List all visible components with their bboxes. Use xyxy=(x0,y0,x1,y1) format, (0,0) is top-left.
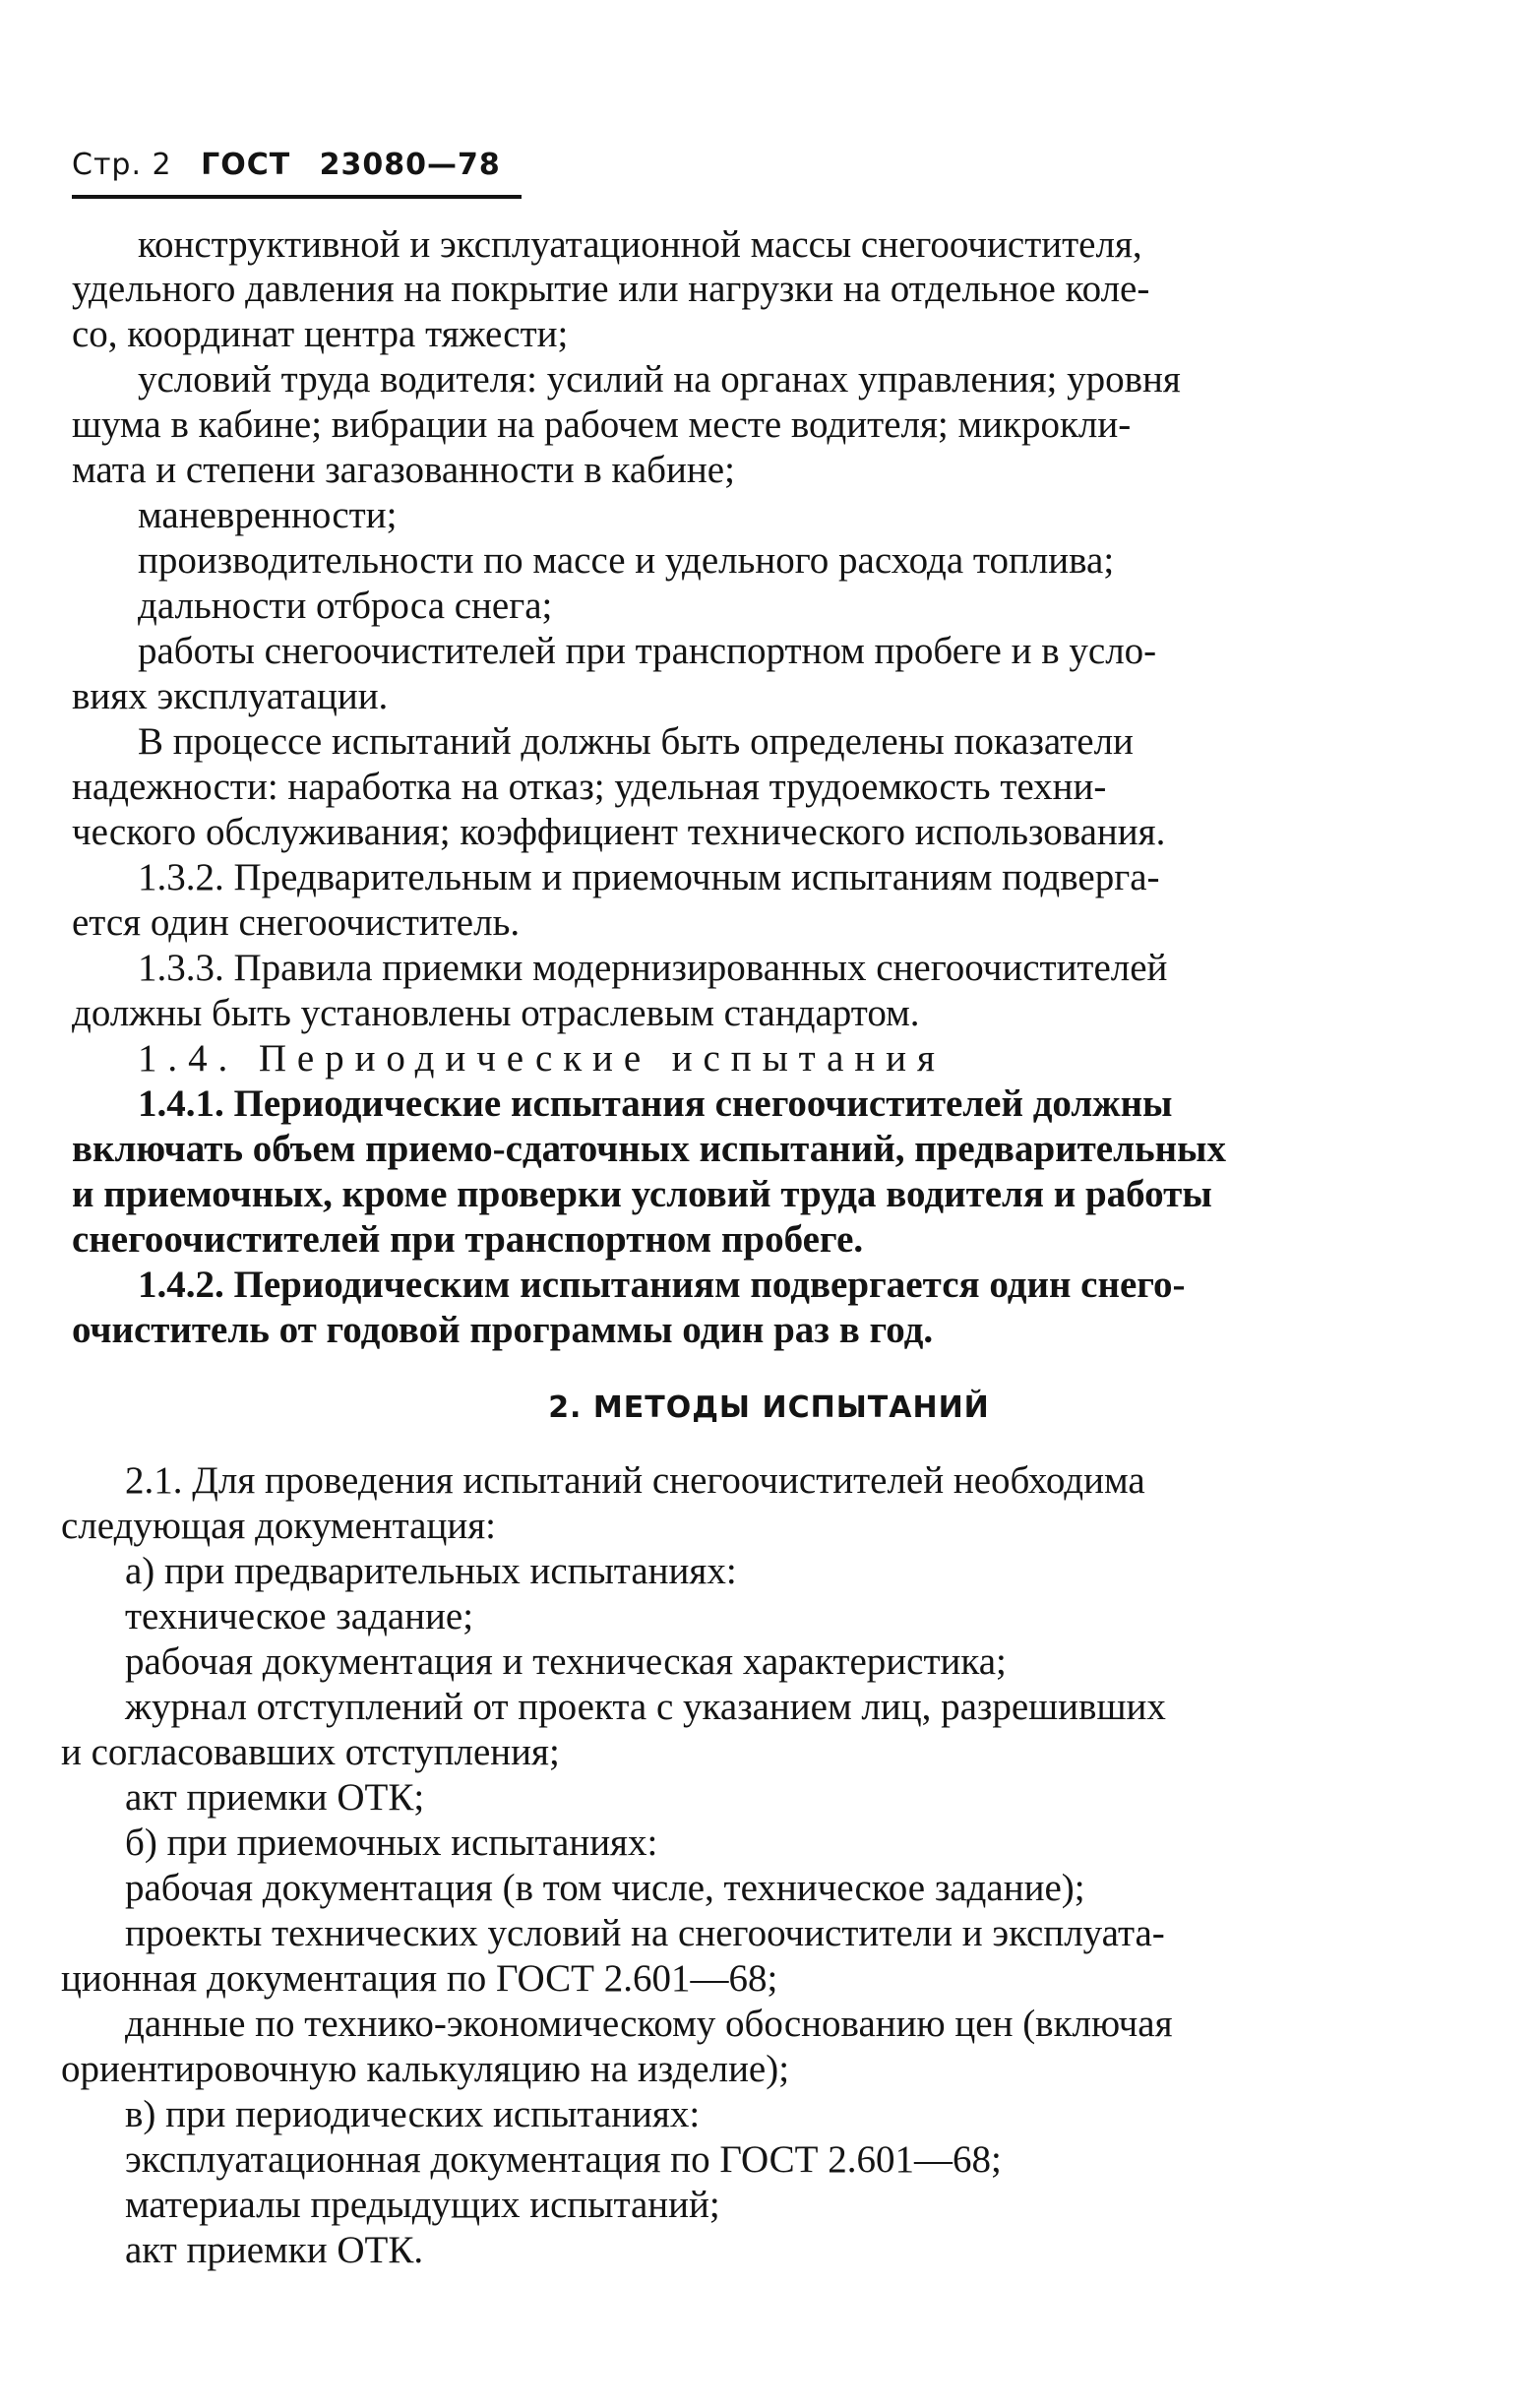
text-line: включать объем приемо-сдаточных испытаний, предварительных xyxy=(72,1128,1226,1170)
text-line: рабочая документация (в том числе, техническое задание); xyxy=(125,1867,1085,1909)
text-line: и приемочных, кроме проверки условий труда водителя и работы xyxy=(72,1173,1212,1215)
text-line: со, координат центра тяжести; xyxy=(72,313,569,355)
text-line: ционная документация по ГОСТ 2.601—68; xyxy=(61,1957,778,2000)
text-line: 1.4.1. Периодические испытания снегоочистителей должны xyxy=(138,1082,1173,1125)
page-header xyxy=(72,148,519,182)
text-line: и согласовавших отступления; xyxy=(61,1731,560,1773)
text-line: очиститель от годовой программы один раз в год. xyxy=(72,1309,934,1351)
text-line: ческого обслуживания; коэффициент технического использования. xyxy=(72,811,1166,853)
text-line: надежности: наработка на отказ; удельная трудоемкость техни- xyxy=(72,766,1107,808)
standard-number: 23080—78 xyxy=(319,148,501,182)
text-line: 1.3.3. Правила приемки модернизированных снегоочистителей xyxy=(138,947,1168,989)
text-line: б) при приемочных испытаниях: xyxy=(125,1821,658,1864)
text-line: эксплуатационная документация по ГОСТ 2.601—68; xyxy=(125,2138,1002,2181)
text-line: условий труда водителя: усилий на органах управления; уровня xyxy=(138,358,1181,401)
text-line: удельного давления на покрытие или нагрузки на отдельное коле- xyxy=(72,268,1150,310)
text-line: 1.3.2. Предварительным и приемочным испытаниям подверга- xyxy=(138,856,1160,898)
text-line: дальности отброса снега; xyxy=(138,585,553,627)
standard-label: ГОСТ xyxy=(201,148,291,182)
text-line: 1.4.2. Периодическим испытаниям подвергается один снего- xyxy=(138,1264,1186,1306)
text-line: проекты технических условий на снегоочистители и эксплуата- xyxy=(125,1912,1165,1954)
text-line: в) при периодических испытаниях: xyxy=(125,2093,701,2135)
text-line: ется один снегоочиститель. xyxy=(72,901,521,944)
text-line: акт приемки ОТК. xyxy=(125,2229,424,2271)
text-line: следующая документация: xyxy=(61,1505,497,1547)
section-title: 2. МЕТОДЫ ИСПЫТАНИЙ xyxy=(548,1390,990,1425)
text-line: журнал отступлений от проекта с указанием лиц, разрешивших xyxy=(125,1686,1166,1728)
text-line: должны быть установлены отраслевым стандартом. xyxy=(72,992,920,1034)
text-line: снегоочистителей при транспортном пробеге. xyxy=(72,1218,864,1261)
text-line: маневренности; xyxy=(138,494,398,536)
page-number: Стр. 2 xyxy=(72,148,172,182)
text-line: работы снегоочистителей при транспортном пробеге и в усло- xyxy=(138,630,1157,672)
text-line: конструктивной и эксплуатационной массы снегоочистителя, xyxy=(138,223,1142,266)
text-line: 2.1. Для проведения испытаний снегоочистителей необходима xyxy=(125,1459,1145,1502)
text-line: производительности по массе и удельного расхода топлива; xyxy=(138,539,1115,582)
text-line: рабочая документация и техническая характеристика; xyxy=(125,1640,1007,1683)
text-line: шума в кабине; вибрации на рабочем месте водителя; микрокли- xyxy=(72,403,1132,446)
subsection-heading: 1.4. Периодические испытания xyxy=(138,1037,946,1080)
header-underline xyxy=(72,195,522,199)
text-line: данные по технико-экономическому обоснованию цен (включая xyxy=(125,2003,1173,2045)
text-line: В процессе испытаний должны быть определены показатели xyxy=(138,720,1134,763)
text-line: ориентировочную калькуляцию на изделие); xyxy=(61,2048,790,2090)
text-line: техническое задание; xyxy=(125,1595,474,1637)
text-line: мата и степени загазованности в кабине; xyxy=(72,449,735,491)
text-line: а) при предварительных испытаниях: xyxy=(125,1550,737,1592)
text-line: материалы предыдущих испытаний; xyxy=(125,2184,720,2226)
text-line: акт приемки ОТК; xyxy=(125,1776,425,1819)
text-line: виях эксплуатации. xyxy=(72,675,389,717)
